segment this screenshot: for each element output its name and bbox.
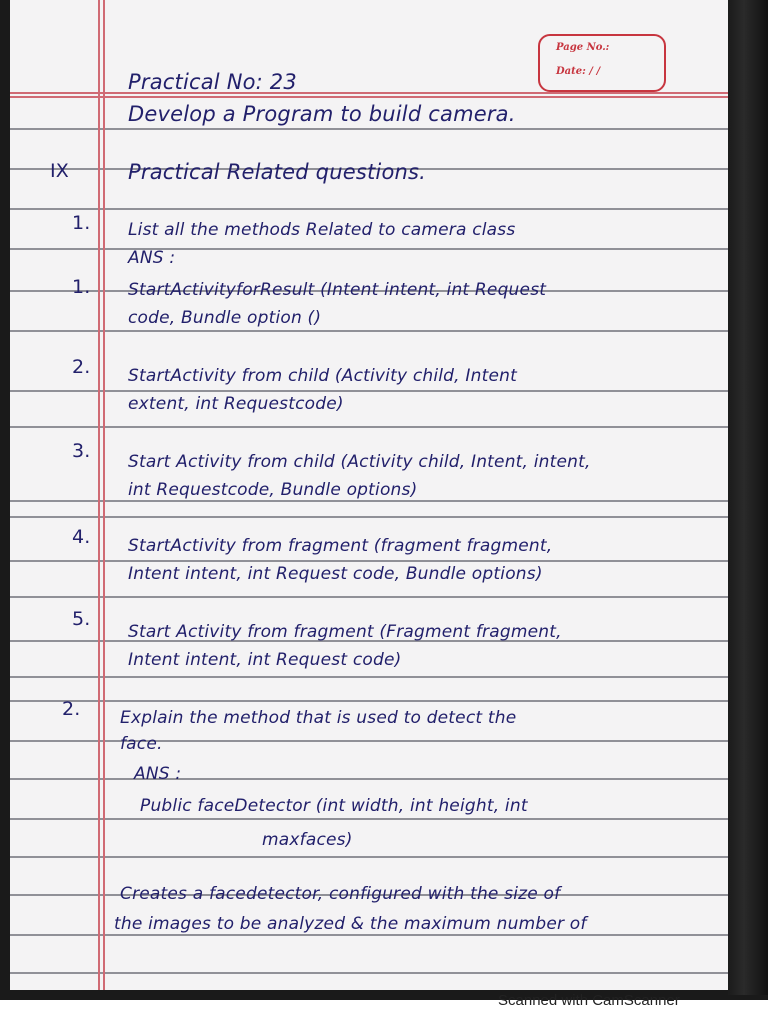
code-line: maxfaces) <box>262 830 353 850</box>
ruled-line <box>10 818 728 820</box>
answer-label: ANS : <box>134 764 182 784</box>
list-item-number: 4. <box>72 526 91 548</box>
notebook-page <box>10 0 728 990</box>
ruled-line <box>10 676 728 678</box>
question-number: 1. <box>72 212 91 234</box>
list-item-line: StartActivityforResult (Intent intent, int Request <box>128 280 547 300</box>
ruled-line <box>10 740 728 742</box>
top-red-rule <box>10 96 728 98</box>
ruled-line <box>10 856 728 858</box>
ruled-line <box>10 934 728 936</box>
page-edge-shadow <box>728 0 768 995</box>
ruled-line <box>10 972 728 974</box>
ruled-line <box>10 516 728 518</box>
question-number: 2. <box>62 698 81 720</box>
list-item-line: Start Activity from fragment (Fragment fragment, <box>128 622 562 642</box>
list-item-number: 5. <box>72 608 91 630</box>
page-date-stamp <box>538 34 666 92</box>
date-label: Date: / / <box>556 66 601 77</box>
ruled-line <box>10 128 728 130</box>
question-text: List all the methods Related to camera class <box>128 220 516 240</box>
practical-title: Practical No: 23 <box>128 70 297 94</box>
answer-text: the images to be analyzed & the maximum number of <box>114 914 587 934</box>
section-heading: Practical Related questions. <box>128 160 427 184</box>
question-text: Explain the method that is used to detect the <box>120 708 517 728</box>
list-item-line: StartActivity from fragment (fragment fragment, <box>128 536 553 556</box>
ruled-line <box>10 426 728 428</box>
ruled-line <box>10 700 728 702</box>
list-item-number: 1. <box>72 276 91 298</box>
top-red-rule <box>10 92 728 94</box>
ruled-line <box>10 778 728 780</box>
ruled-line <box>10 596 728 598</box>
margin-line <box>98 0 100 990</box>
answer-label: ANS : <box>128 248 176 268</box>
margin-line <box>103 0 105 990</box>
list-item-line: code, Bundle option () <box>128 308 322 328</box>
ruled-line <box>10 390 728 392</box>
page-no-label: Page No.: <box>556 42 610 53</box>
list-item-line: Intent intent, int Request code) <box>128 650 402 670</box>
ruled-line <box>10 330 728 332</box>
section-number: IX <box>50 160 70 182</box>
list-item-line: StartActivity from child (Activity child, Intent <box>128 366 517 386</box>
practical-subtitle: Develop a Program to build camera. <box>128 102 516 126</box>
list-item-number: 2. <box>72 356 91 378</box>
list-item-line: extent, int Requestcode) <box>128 394 344 414</box>
answer-text: Creates a facedetector, configured with the size of <box>120 884 561 904</box>
code-line: Public faceDetector (int width, int height, int <box>140 796 528 816</box>
list-item-number: 3. <box>72 440 91 462</box>
scanner-watermark: Scanned with CamScanner <box>498 992 680 1009</box>
question-text: face. <box>120 734 163 754</box>
ruled-line <box>10 208 728 210</box>
list-item-line: int Requestcode, Bundle options) <box>128 480 418 500</box>
ruled-line <box>10 248 728 250</box>
ruled-line <box>10 500 728 502</box>
ruled-line <box>10 560 728 562</box>
list-item-line: Intent intent, int Request code, Bundle options) <box>128 564 543 584</box>
list-item-line: Start Activity from child (Activity child, Intent, intent, <box>128 452 591 472</box>
